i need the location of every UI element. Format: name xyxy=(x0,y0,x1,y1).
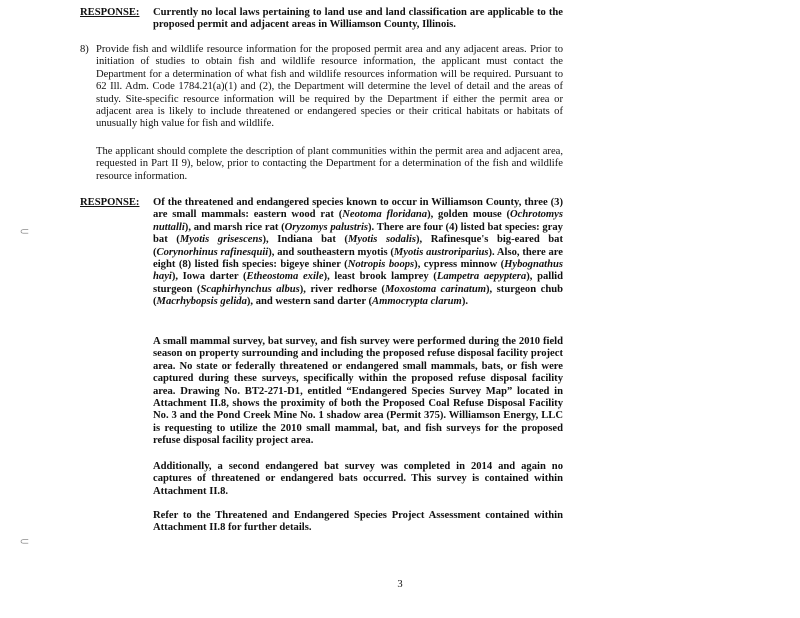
text-run: ). xyxy=(461,296,468,308)
species-name: Notropis boops xyxy=(347,259,415,271)
text-run: ), cypress minnow ( xyxy=(414,259,505,271)
species-name: Myotis grisescens xyxy=(179,234,263,246)
species-name: Macrhybopsis gelida xyxy=(156,296,247,308)
item-8-paragraph-1: Provide fish and wildlife resource information for the proposed permit area and any adjacent areas. Prior to initiation of studies to obtain fish and wildlife resource information, the applicant must contact the Department for a determination of what fish and wildlife resources information will be required. Pursuant to 62 Ill. Adm. Code 1784.21(a)(1) and (2), the Department will determine the level of detail and the areas of study. Site-specific resource information will be required by the Department if either the permit area or adjacent area is likely to include threatened or endangered species or their critical habitats or habitats of unusually high value for fish and wildlife. xyxy=(96,44,563,130)
species-name: Lampetra aepyptera xyxy=(436,271,527,283)
item-8-number: 8) xyxy=(80,44,89,55)
response-2-paragraph-2: A small mammal survey, bat survey, and fish survey were performed during the 2010 field season on property surrounding and including the proposed refuse disposal facility project area. No state or federally threatened or endangered small mammals, bats, or fish were captured during these surveys, specifically within the proposed refuse disposal facility area. Drawing No. BT2-271-D1, entitled “Endangered Species Survey Map” located in Attachment II.8, shows the proximity of both the Proposed Coal Refuse Disposal Facility No. 3 and the Pond Creek Mine No. 1 shadow area (Permit 375). Williamson Energy, LLC is requesting to utilize the 2010 small mammal, bat, and fish surveys for the proposed refuse disposal facility project area. xyxy=(153,336,563,447)
response-2-paragraph-3: Additionally, a second endangered bat survey was completed in 2014 and again no captures of threatened or endangered bats occurred. This survey is contained within Attachment II.8. xyxy=(153,461,563,497)
species-name: Ammocrypta clarum xyxy=(372,296,462,308)
page-number: 3 xyxy=(397,579,403,590)
text-run: ), pallid sturgeon ( xyxy=(153,271,563,295)
text-run: ), Rafinesque's big-eared bat ( xyxy=(153,234,563,258)
text-run: ), least brook lamprey ( xyxy=(323,271,437,283)
text-run: ), Indiana bat ( xyxy=(262,234,348,246)
item-8-paragraph-2: The applicant should complete the description of plant communities within the permit area and adjacent area, requested in Part II 9), below, prior to contacting the Department for a determination of the fish and wildlife resource information. xyxy=(96,146,563,182)
text-run: ), river redhorse ( xyxy=(299,283,385,295)
text-run: ), Iowa darter ( xyxy=(171,271,247,283)
response-1-text: Currently no local laws pertaining to land use and land classification are applicable to the proposed permit and adjacent areas in Williamson County, Illinois. xyxy=(153,7,563,31)
species-name: Neotoma floridana xyxy=(342,209,428,221)
hole-punch-mark-top: ⸦ xyxy=(18,225,32,240)
species-name: Myotis sodalis xyxy=(347,234,416,246)
response-2-paragraph-4: Refer to the Threatened and Endangered Species Project Assessment contained within Attachment II.8 for further details. xyxy=(153,510,563,534)
text-run: ), and marsh rice rat ( xyxy=(184,221,285,233)
text-run: ), and western sand darter ( xyxy=(246,296,373,308)
response-label-2: RESPONSE: xyxy=(80,197,140,208)
text-run: ), golden mouse ( xyxy=(427,209,511,221)
species-name: Scaphirhynchus albus xyxy=(200,283,300,295)
text-run: Of the threatened and endangered species known to occur in Williamson County, three (3) are small mammals: eastern wood rat ( xyxy=(153,197,563,221)
species-name: Oryzomys palustris xyxy=(284,221,369,233)
response-label-1: RESPONSE: xyxy=(80,7,140,18)
response-2-paragraph-1 xyxy=(153,197,563,309)
text-run: ), and southeastern myotis ( xyxy=(268,246,394,258)
text-run: ). There are four (4) listed bat species: gray bat ( xyxy=(153,221,563,246)
species-name: Etheostoma exile xyxy=(246,271,324,283)
species-name: Ochrotomys nuttalli xyxy=(153,209,563,233)
hole-punch-mark-bottom: ⸦ xyxy=(18,535,32,550)
text-run: ), sturgeon chub ( xyxy=(153,283,563,308)
species-name: Hybognathus hayi xyxy=(153,259,563,283)
species-name: Corynorhinus rafinesquii xyxy=(156,246,269,258)
species-name: Myotis austroriparius xyxy=(393,246,489,258)
text-run: ). Also, there are eight (8) listed fish species: bigeye shiner ( xyxy=(153,246,563,271)
species-name: Moxostoma carinatum xyxy=(384,283,486,295)
